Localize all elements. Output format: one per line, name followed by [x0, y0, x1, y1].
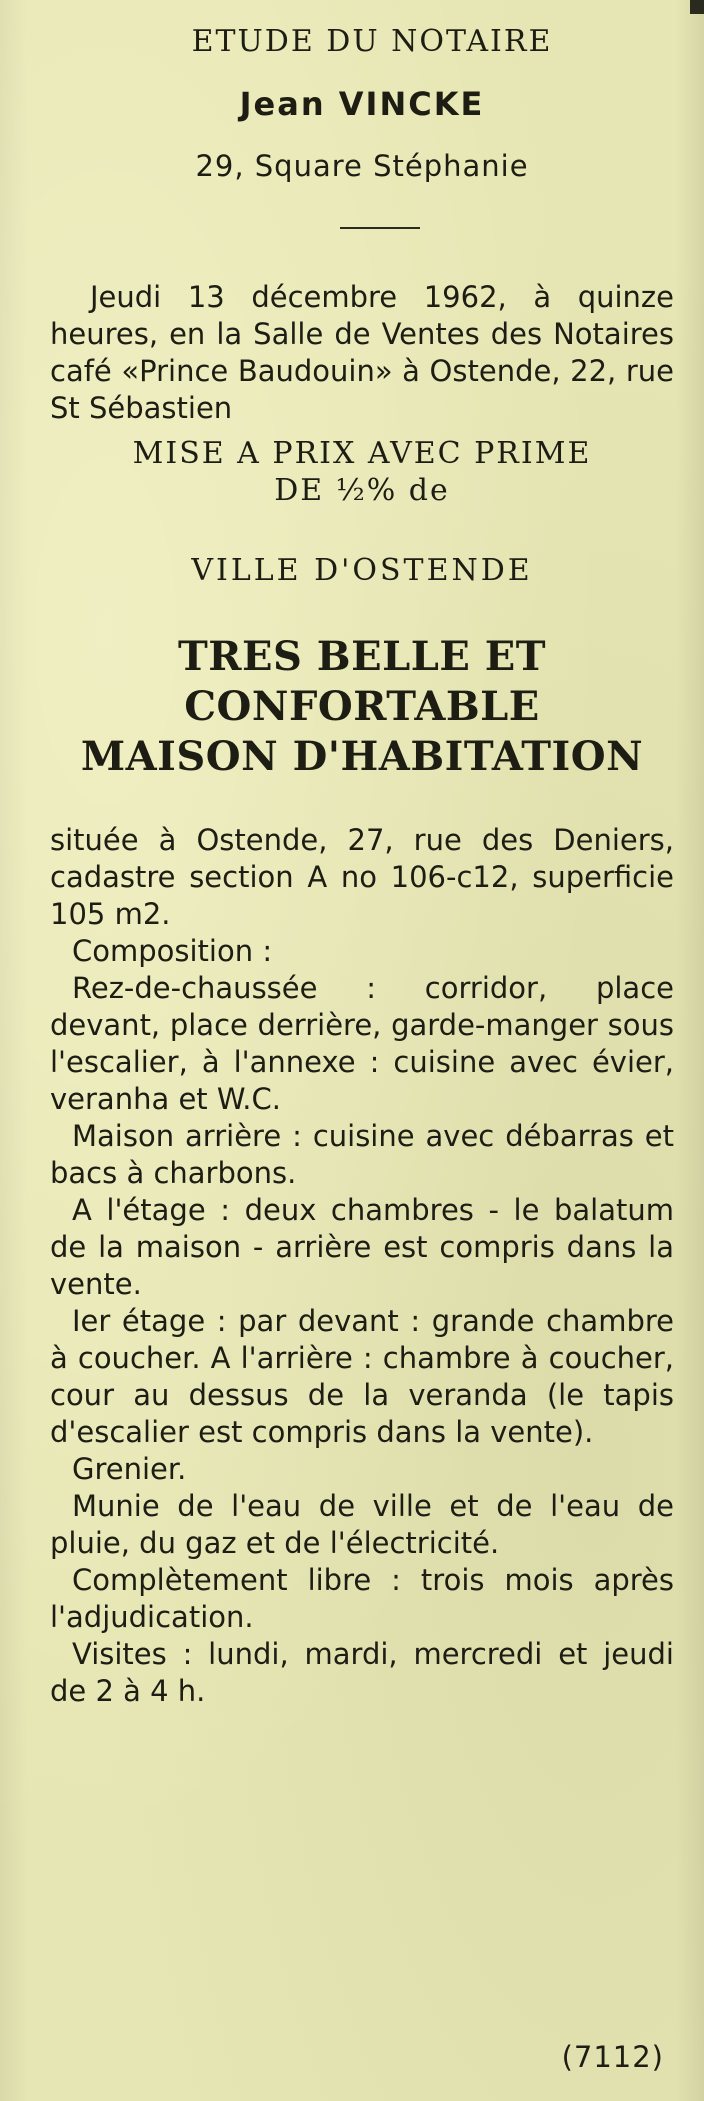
composition-paragraph: Composition : — [72, 934, 273, 968]
divider — [340, 227, 420, 229]
ville-heading: VILLE D'OSTENDE — [191, 553, 533, 588]
maison-arriere-paragraph: Maison arrière : cuisine avec débarras et bacs à charbons. — [50, 1119, 674, 1190]
reference-number: (7112) — [561, 2040, 664, 2074]
mise-a-prix-line-1: MISE A PRIX AVEC PRIME — [132, 436, 592, 471]
property-title-line-3: MAISON D'HABITATION — [80, 733, 644, 780]
etude-heading: ETUDE DU NOTAIRE — [191, 24, 553, 59]
grenier-paragraph: Grenier. — [72, 1452, 187, 1486]
sale-info — [50, 279, 674, 427]
property-title-line-2: CONFORTABLE — [184, 683, 540, 730]
property-title-line-1: TRES BELLE ET — [177, 633, 547, 680]
etage-paragraph: A l'étage : deux chambres - le balatum de la maison - arrière est compris dans la vente. — [50, 1193, 674, 1301]
availability-paragraph: Complètement libre : trois mois après l'adjudication. — [50, 1563, 674, 1634]
mise-a-prix-line-2: DE ½% de — [274, 473, 450, 508]
rez-de-chaussee-paragraph: Rez-de-chaussée : corridor, place devant, place derrière, garde-manger sous l'escalier, à l'annexe : cuisine avec évier, veranha et W.C. — [50, 971, 674, 1116]
utilities-paragraph: Munie de l'eau de ville et de l'eau de pluie, du gaz et de l'électricité. — [50, 1489, 674, 1560]
mise-a-prix — [50, 435, 674, 509]
property-description — [50, 822, 674, 1710]
property-title — [50, 632, 674, 782]
situation-paragraph: située à Ostende, 27, rue des Deniers, cadastre section A no 106-c12, superficie 105 m2. — [50, 823, 674, 931]
visits-paragraph: Visites : lundi, mardi, mercredi et jeudi de 2 à 4 h. — [50, 1637, 674, 1708]
edge-mark — [690, 0, 704, 14]
ier-etage-paragraph: Ier étage : par devant : grande chambre à coucher. A l'arrière : chambre à coucher, cour au dessus de la veranda (le tapis d'escalier est compris dans la vente). — [50, 1304, 674, 1449]
notary-address: 29, Square Stéphanie — [195, 149, 529, 183]
sale-info-text: Jeudi 13 décembre 1962, à quinze heures, en la Salle de Ventes des Notaires café «Prince Baudouin» à Ostende, 22, rue St Sébastien — [50, 280, 674, 425]
notary-name: Jean VINCKE — [239, 85, 485, 123]
